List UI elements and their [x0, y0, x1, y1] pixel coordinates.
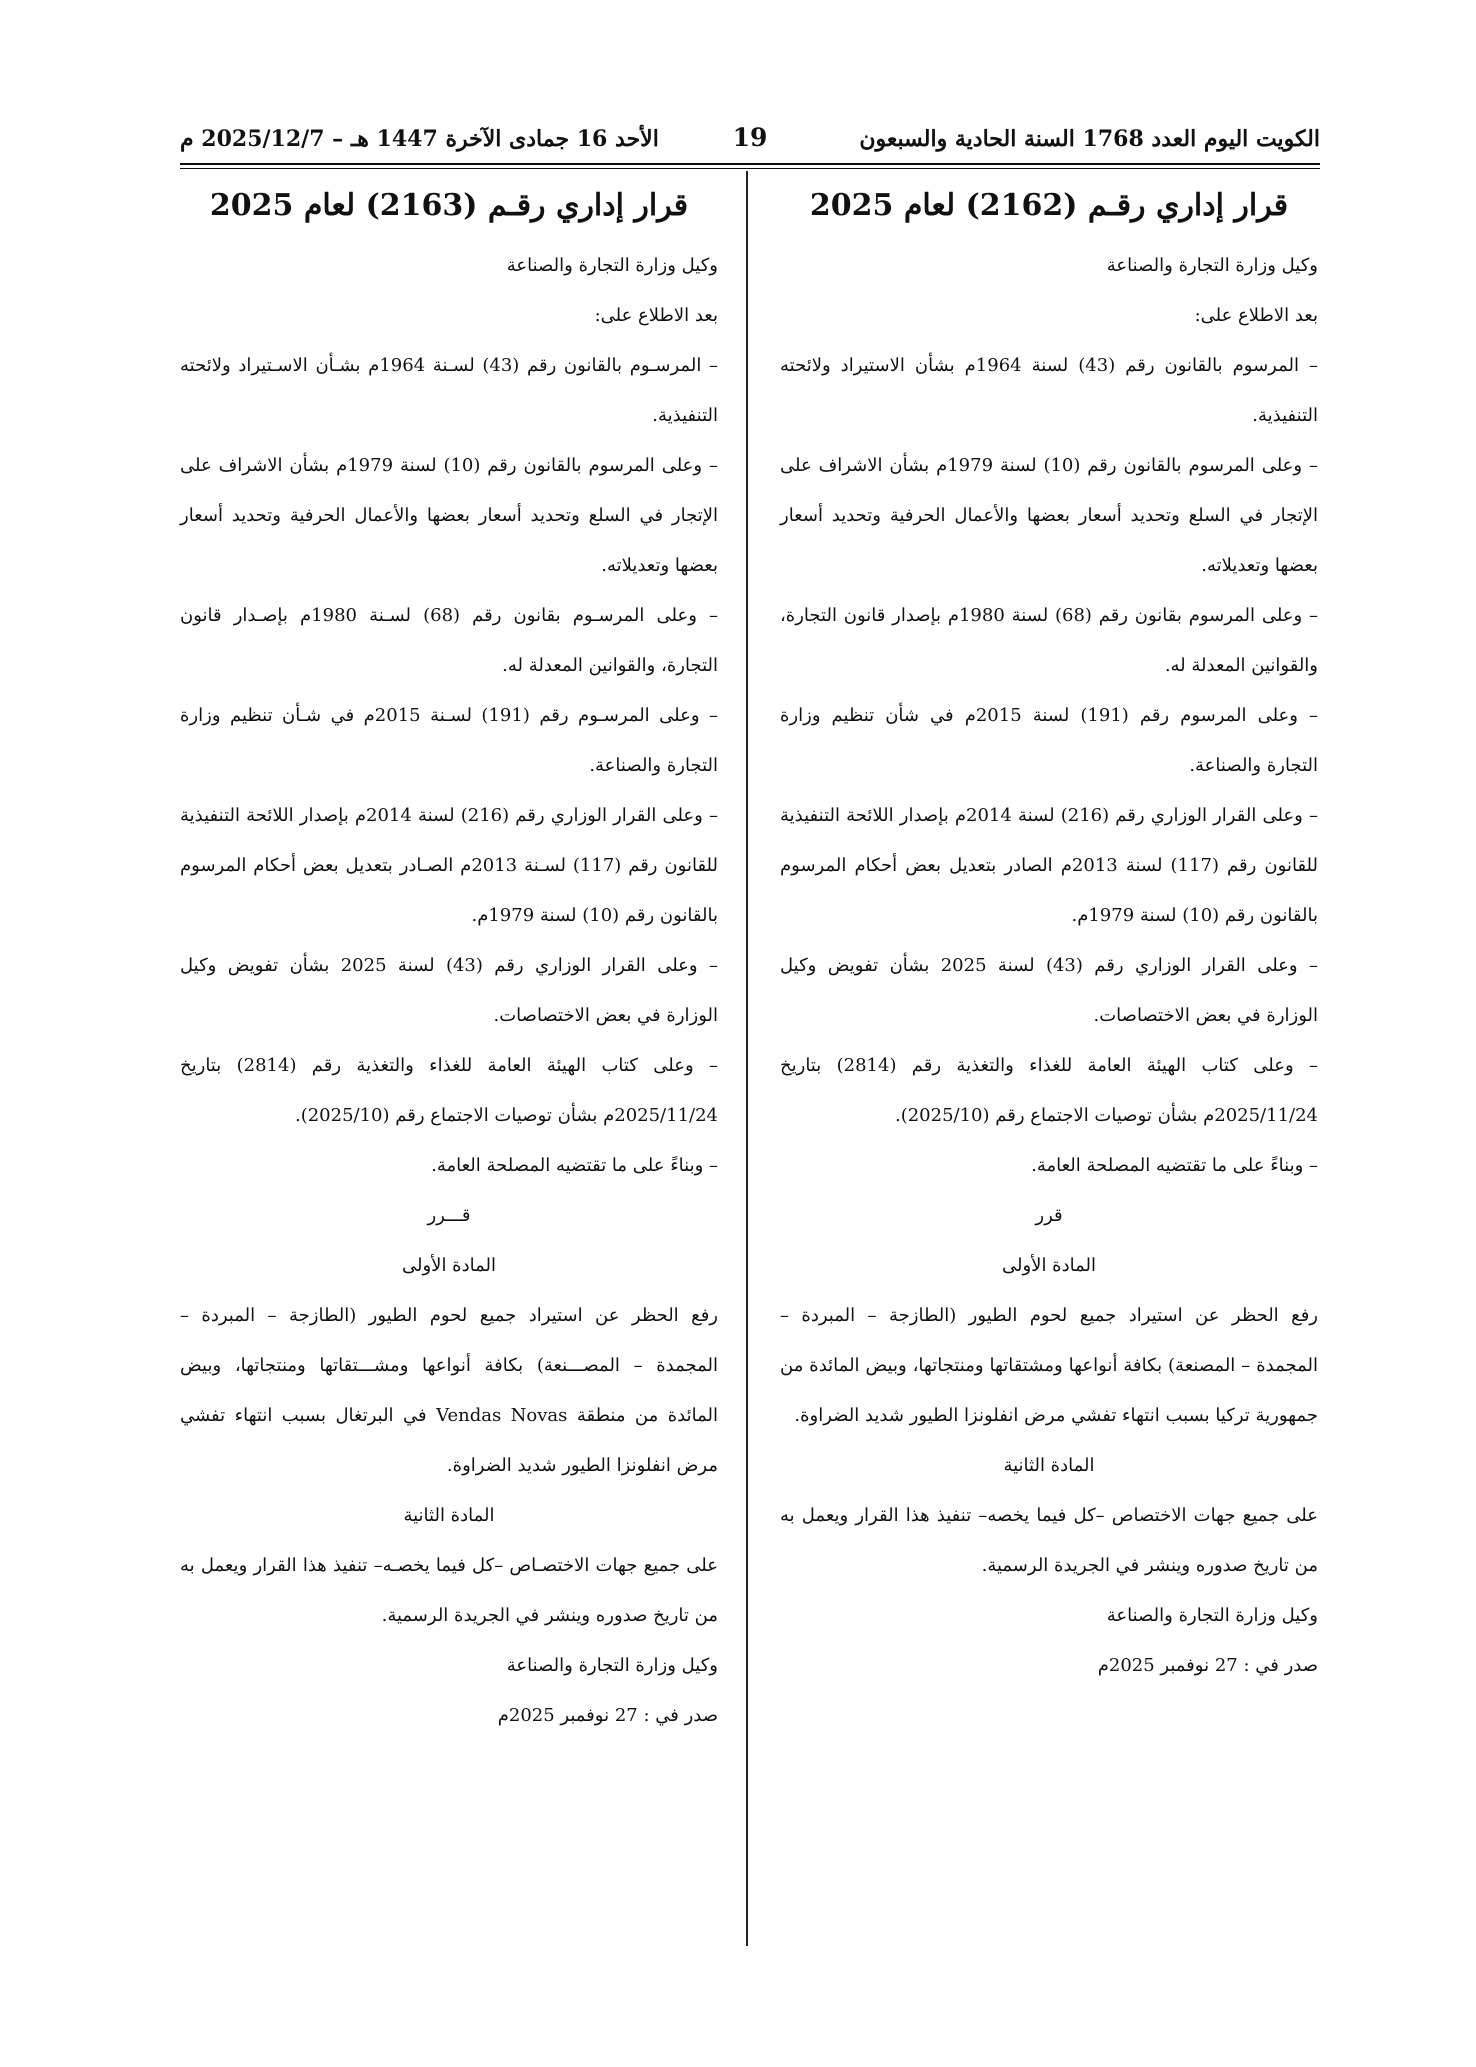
preamble-item: – وعلى القرار الوزاري رقم (43) لسنة 2025 بشأن تفويض وكيل الوزارة في بعض الاختصاصات. — [780, 955, 1318, 1026]
article-2-text: على جميع جهات الاختصاص –كل فيما يخصه– تنفيذ هذا القرار ويعمل به من تاريخ صدوره وينشر في الجريدة الرسمية. — [780, 1505, 1318, 1576]
page-header — [180, 108, 1320, 164]
article-1-title: المادة الأولى — [402, 1255, 496, 1276]
decision-2163-column — [180, 185, 718, 1741]
article-2-title: المادة الثانية — [1003, 1455, 1095, 1476]
preamble-item: – المرسوم بالقانون رقم (43) لسنة 1964م بشأن الاستيراد ولائحته التنفيذية. — [780, 355, 1318, 426]
page-number: 19 — [732, 123, 768, 152]
issue-date-line: صدر في : 27 نوفمبر 2025م — [497, 1705, 718, 1726]
decision-title: قرار إداري رقـم (2163) لعام 2025 — [209, 188, 689, 223]
header-rule — [180, 163, 1320, 165]
signature: وكيل وزارة التجارة والصناعة — [506, 1655, 718, 1676]
decision-2162-column — [780, 185, 1318, 1691]
decided-heading: قرر — [1035, 1205, 1063, 1226]
preamble-item: – وعلى القرار الوزاري رقم (43) لسنة 2025 بشأن تفويض وكيل الوزارة في بعض الاختصاصات. — [180, 955, 718, 1026]
article-2-text: على جميع جهات الاختصـاص –كل فيما يخصـه– تنفيذ هذا القرار ويعمل به من تاريخ صدوره وينشر في الجريدة الرسمية. — [180, 1555, 718, 1626]
header-rule-thin — [180, 168, 1320, 169]
preamble-item: – وعلى كتاب الهيئة العامة للغذاء والتغذية رقم (2814) بتاريخ 2025/11/24م بشأن توصيات الاجتماع رقم (2025/10). — [780, 1055, 1318, 1126]
preamble-item: – وعلى المرسوم بالقانون رقم (10) لسنة 1979م بشأن الاشراف على الإتجار في السلع وتحديد أسعار بعضها والأعمال الحرفية وتحديد أسعار بعضها وتعديلاته. — [780, 455, 1318, 576]
preamble-item: – وعلى المرسـوم بقانون رقم (68) لسـنة 1980م بإصـدار قانون التجارة، والقوانين المعدلة له. — [180, 605, 718, 676]
preamble-item: – وعلى المرسوم بقانون رقم (68) لسنة 1980م بإصدار قانون التجارة، والقوانين المعدلة له. — [780, 605, 1318, 676]
preamble-item: – وعلى المرسوم رقم (191) لسنة 2015م في شأن تنظيم وزارة التجارة والصناعة. — [780, 705, 1319, 776]
preamble-heading: بعد الاطلاع على: — [594, 305, 718, 326]
preamble-item: – وعلى كتاب الهيئة العامة للغذاء والتغذية رقم (2814) بتاريخ 2025/11/24م بشأن توصيات الاجتماع رقم (2025/10). — [180, 1055, 718, 1126]
issue-date: الأحد 16 جمادى الآخرة 1447 هـ – 2025/12/7 م — [180, 126, 659, 152]
column-divider — [746, 171, 748, 1946]
decided-heading: قـــرر — [427, 1205, 471, 1226]
article-1-text: رفع الحظر عن استيراد جميع لحوم الطيور (الطازجة – المبردة – المجمدة – المصنعة) بكافة أنواعها ومشتقاتها ومنتجاتها، وبيض المائدة من جمهورية تركيا بسبب انتهاء تفشي مرض انفلونزا الطيور شديد الضراوة. — [780, 1305, 1318, 1426]
issuing-authority: وكيل وزارة التجارة والصناعة — [1106, 255, 1318, 276]
preamble-item: – وعلى القرار الوزاري رقم (216) لسنة 2014م بإصدار اللائحة التنفيذية للقانون رقم (117) لسـنة 2013م الصـادر بتعديل بعض أحكام المرسوم بالقانون رقم (10) لسنة 1979م. — [180, 805, 718, 926]
article-1-title: المادة الأولى — [1002, 1255, 1096, 1276]
preamble-item: – المرسـوم بالقانون رقم (43) لسـنة 1964م بشـأن الاسـتيراد ولائحته التنفيذية. — [180, 355, 718, 426]
article-1-text: رفع الحظر عن استيراد جميع لحوم الطيور (الطازجة – المبردة – المجمدة – المصـــنعة) بكافة أنواعها ومشـــتقاتها ومنتجاتها، وبيض المائدة من منطقة Vendas Novas في البرتغال بسبب انتهاء تفشي مرض انفلونزا الطيور شديد الضراوة. — [180, 1305, 719, 1476]
gazette-issue-info: الكويت اليوم العدد 1768 السنة الحادية والسبعون — [859, 126, 1320, 152]
decision-title: قرار إداري رقـم (2162) لعام 2025 — [809, 188, 1289, 223]
preamble-item: – وبناءً على ما تقتضيه المصلحة العامة. — [431, 1155, 718, 1176]
preamble-item: – وعلى المرسوم بالقانون رقم (10) لسنة 1979م بشأن الاشراف على الإتجار في السلع وتحديد أسعار بعضها والأعمال الحرفية وتحديد أسعار بعضها وتعديلاته. — [180, 455, 718, 576]
preamble-item: – وعلى القرار الوزاري رقم (216) لسنة 2014م بإصدار اللائحة التنفيذية للقانون رقم (117) لسنة 2013م الصادر بتعديل بعض أحكام المرسوم بالقانون رقم (10) لسنة 1979م. — [780, 805, 1318, 926]
article-2-title: المادة الثانية — [403, 1505, 495, 1526]
preamble-item: – وبناءً على ما تقتضيه المصلحة العامة. — [1031, 1155, 1318, 1176]
preamble-heading: بعد الاطلاع على: — [1194, 305, 1318, 326]
issue-date-line: صدر في : 27 نوفمبر 2025م — [1097, 1655, 1318, 1676]
preamble-item: – وعلى المرسـوم رقم (191) لسـنة 2015م في شـأن تنظيم وزارة التجارة والصناعة. — [180, 705, 718, 776]
issuing-authority: وكيل وزارة التجارة والصناعة — [506, 255, 718, 276]
signature: وكيل وزارة التجارة والصناعة — [1106, 1605, 1318, 1626]
